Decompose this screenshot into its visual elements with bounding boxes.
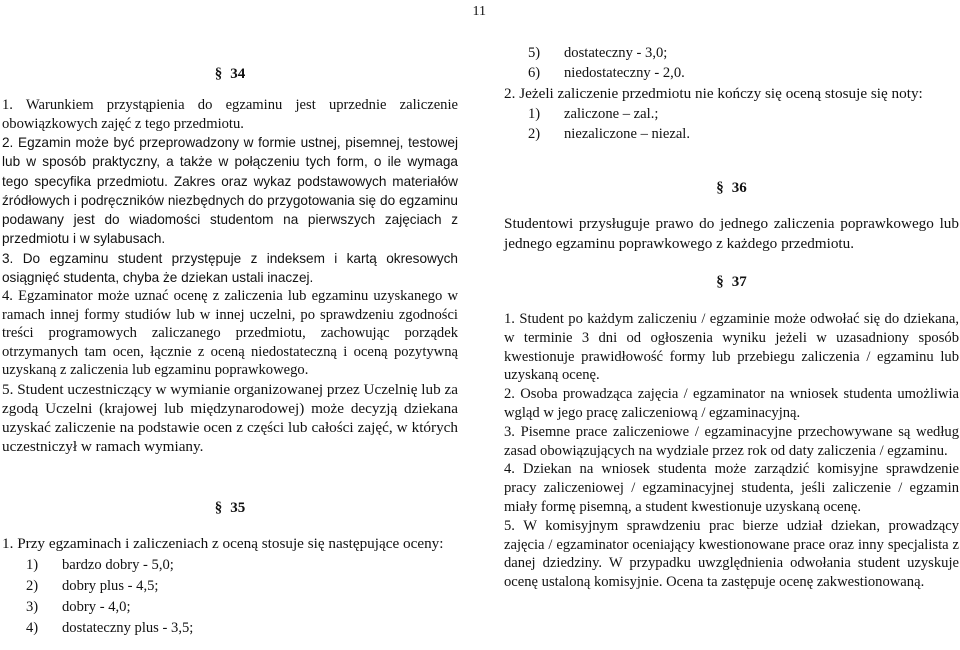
section-symbol: § (214, 66, 223, 82)
grade-list-continued (528, 44, 959, 84)
list-item-number: 5) (528, 45, 541, 61)
paragraph: 2. Jeżeli zaliczenie przedmiotu nie kończy się oceną stosuje się noty: (504, 85, 923, 102)
list-item-number: 3) (26, 598, 39, 615)
paragraph: 3. Pisemne prace zaliczeniowe / egzaminacyjne przechowywane są według zasad obowiązujących na wydziale przez rok od daty zaliczenia / egzaminu. (504, 423, 959, 459)
list-item (528, 105, 959, 125)
list-item-number: 4) (26, 619, 39, 636)
paragraph (2, 133, 458, 249)
list-item-text: niezaliczone – niezal. (564, 126, 690, 142)
list-item-text: dostateczny - 3,0; (564, 45, 668, 61)
section-heading-number: 36 (731, 180, 747, 196)
section-heading (2, 496, 458, 534)
list-item (26, 598, 458, 619)
section-symbol: § (214, 500, 223, 516)
paragraph: 3. Do egzaminu student przystępuje z indeksem i kartą okresowych osiągnięć studenta, chyba że dziekan ustali inaczej. (2, 250, 458, 286)
list-item-number: 2) (26, 577, 39, 594)
paragraph: 2. Osoba prowadząca zajęcia / egzaminator na wniosek studenta umożliwia wgląd w jego pracę zaliczeniową / egzaminacyjną. (504, 386, 959, 421)
section-symbol: § (716, 274, 724, 290)
section-heading (504, 270, 959, 310)
section-heading (504, 176, 959, 214)
paragraph: 5. Student uczestniczący w wymianie organizowanej przez Uczelnię lub za zgodą Uczelni (krajowej lub międzynarodowej) może decyzją dziekana uzyskać zaliczenie na podstawie ocen z części lub całości zajęć, w których uczestniczył w ramach wymiany. (2, 380, 458, 456)
paragraph: Studentowi przysługuje prawo do jednego zaliczenia poprawkowego lub jednego egzaminu poprawkowego z każdego przedmiotu. (504, 215, 959, 252)
list-item-text: zaliczone – zal.; (564, 106, 659, 122)
list-item-number: 2) (528, 126, 541, 142)
notes-list (528, 105, 959, 145)
left-column (0, 0, 458, 650)
list-item-number: 1) (26, 556, 39, 573)
paragraph-text: Zakres oraz wykaz podstawowych materiałów źródłowych i podręczników niezbędnych do przygotowania się do egzaminu podawany jest do wiadomości studentom na pierwszych zajęciach z przedmiotu i w sylabusach. (2, 173, 458, 247)
section-37 (504, 270, 959, 592)
section-35 (2, 496, 458, 640)
list-item-text: dostateczny plus - 3,5; (62, 619, 194, 636)
list-item (528, 64, 959, 84)
paragraph: 1. Student po każdym zaliczeniu / egzaminie może odwołać się do dziekana, w terminie 3 dni od ogłoszenia wyniku jeżeli w uzasadniony sposób kwestionuje prawidłowość formy lub przebiegu zaliczenia / egzaminu lub uzyskaną ocenę. (504, 311, 959, 384)
page-number: 11 (472, 4, 486, 19)
list-item-text: dobry plus - 4,5; (62, 577, 159, 594)
list-item (528, 125, 959, 145)
list-item (26, 619, 458, 640)
list-item-text: niedostateczny - 2,0. (564, 65, 685, 81)
section-heading-number: 37 (731, 274, 747, 290)
paragraph: 4. Dziekan na wniosek studenta może zarządzić komisyjne sprawdzenie pracy zaliczeniowej / egzaminacyjnej studenta, jeśli zaliczenie / egzamin miały formę pisemną, a student kwestionuje uzyskaną ocenę. (504, 461, 959, 515)
list-item-number: 6) (528, 65, 541, 81)
paragraph: 1. Warunkiem przystąpienia do egzaminu jest uprzednie zaliczenie obowiązkowych zajęć z tego przedmiotu. (2, 97, 458, 132)
paragraph: 5. W komisyjnym sprawdzeniu prac bierze udział dziekan, prowadzący zajęcia / egzaminator oceniający kwestionowane prace oraz inny specjalista z danej dziedziny. W przypadku uwzględnienia odwołania student uzyskuje ocenę ustaloną komisyjnie. Ocena ta zastępuje ocenę zakwestionowaną. (504, 517, 959, 591)
list-item-text: dobry - 4,0; (62, 598, 131, 615)
right-column (502, 0, 959, 650)
section-36 (504, 176, 959, 254)
section-symbol: § (716, 180, 724, 196)
list-item (528, 44, 959, 64)
list-item-text: bardzo dobry - 5,0; (62, 556, 174, 573)
list-item (26, 556, 458, 577)
section-heading (2, 62, 458, 96)
list-item (26, 577, 458, 598)
paragraph: 1. Przy egzaminach i zaliczeniach z oceną stosuje się następujące oceny: (2, 535, 444, 552)
section-heading-number: 34 (230, 66, 246, 82)
grade-list (26, 556, 458, 640)
paragraph-text: 2. Egzamin może być przeprowadzony w formie ustnej, pisemnej, testowej lub w sposób praktyczny, a także w połączeniu tych form, o ile wymaga tego specyfika przedmiotu. (2, 135, 458, 189)
list-item-number: 1) (528, 106, 541, 122)
paragraph: 4. Egzaminator może uznać ocenę z zaliczenia lub egzaminu uzyskanego w ramach innej formy studiów lub w innej uczelni, po sprawdzeniu zgodności treści programowych zaliczanego przedmiotu, zachowując porządek otrzymanych tam ocen, łącznie z oceną niedostateczną i oceną pozytywną uzyskaną z zaliczenia lub egzaminu poprawkowego. (2, 288, 458, 379)
section-35-continued (504, 44, 959, 145)
section-34 (2, 62, 458, 457)
section-heading-number: 35 (230, 500, 246, 516)
